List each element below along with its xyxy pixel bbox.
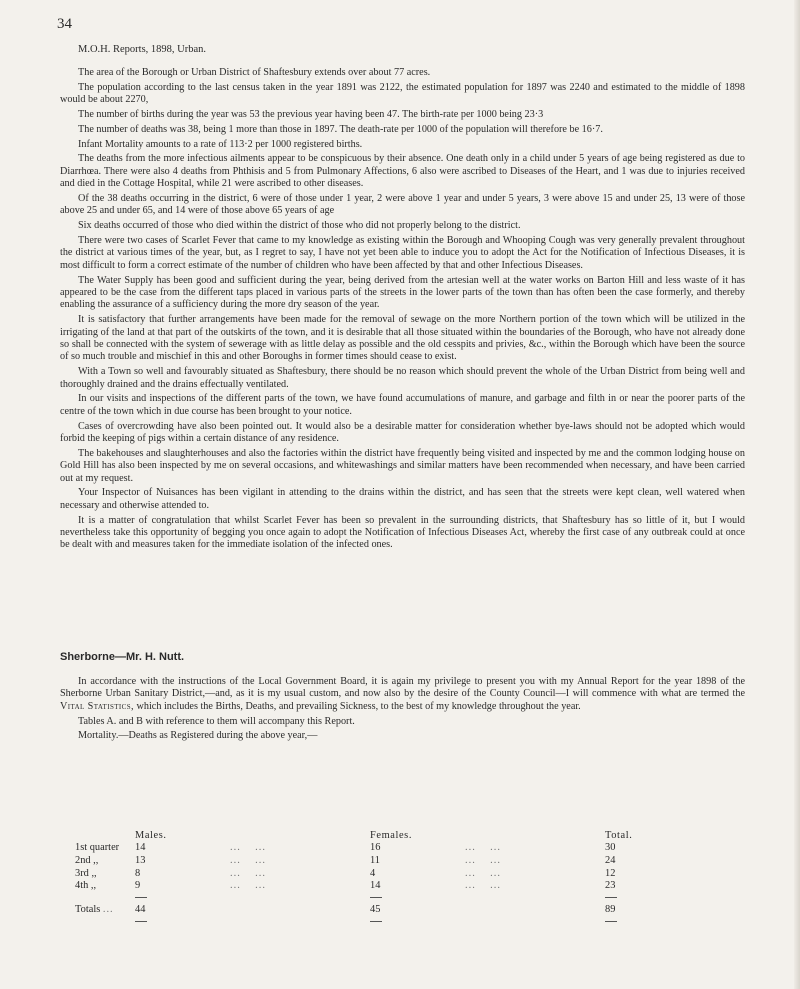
sum-rule xyxy=(605,921,617,922)
paragraph: Six deaths occurred of those who died within the district of those who did not properly belong to the district. xyxy=(78,220,521,232)
cell-total: 30 xyxy=(605,842,616,854)
total-males: 44 xyxy=(135,903,146,915)
paragraph: There were two cases of Scarlet Fever that came to my knowledge as existing within the Borough and Whooping Cough was very generally prevalent throughout the district at various times of the year, but, as I regret to say, I have not yet been able to induce you to adopt the Act for the Notification of Infectious Diseases, it is most difficult to form a correct estimate of the number of children who have been affected by that and other Infectious Diseases. xyxy=(60,235,745,271)
sherborne-intro xyxy=(60,676,745,713)
paragraph: Cases of overcrowding have also been pointed out. It would also be a desirable matter for consideration whether bye-laws should not be adopted which would forbid the keeping of pigs within a certain distance of any residence. xyxy=(60,420,745,445)
cell-females: 4 xyxy=(370,867,376,879)
header-total: Total. xyxy=(605,829,633,841)
paragraph: The population according to the last census taken in the year 1891 was 2122, the estimated population for 1897 was 2240 and estimated to the middle of 1898 would be about 2270, xyxy=(60,81,745,106)
page-edge-shadow xyxy=(794,0,800,989)
paragraph: Your Inspector of Nuisances has been vigilant in attending to the drains within the district, and has seen that the streets were kept clean, well watered when necessary and otherwise attended to. xyxy=(60,487,745,511)
total-all: 89 xyxy=(605,903,616,915)
header-males: Males. xyxy=(135,829,167,841)
paragraph: It is satisfactory that further arrangements have been made for the removal of sewage on the more Northern portion of the town which will be utilized in the irrigating of the land at that part of the outskirts of the town, and it is desirable that all those situated within the boundaries of the Borough, who have not already done so shall be connected with the system of sewerage with as little delay as possible and the old cesspits and privies, &c., within the Borough which have been the source of so much trouble and mischief in this and other Boroughs in former times should cease to exist. xyxy=(60,314,745,363)
row-label: 2nd ,, xyxy=(75,854,99,866)
cell-females: 11 xyxy=(370,854,381,866)
sum-rule xyxy=(370,897,382,898)
paragraph: The area of the Borough or Urban District of Shaftesbury extends over about 77 acres. xyxy=(78,67,431,78)
row-label: 4th ,, xyxy=(75,880,97,892)
sum-rule xyxy=(135,897,147,898)
mortality-table xyxy=(75,829,645,927)
cell-males: 8 xyxy=(135,867,141,879)
rule-row xyxy=(75,892,645,903)
cell-total: 23 xyxy=(605,880,616,892)
sherborne-heading: Sherborne—Mr. H. Nutt. xyxy=(60,651,185,663)
total-females: 45 xyxy=(370,903,381,915)
shaftesbury-section xyxy=(60,67,745,554)
intro-text-b: which includes the Births, Deaths, and prevailing Sickness, to the best of my knowledge throughout the year. xyxy=(136,700,581,712)
report-header: M.O.H. Reports, 1898, Urban. xyxy=(78,44,207,55)
paragraph: With a Town so well and favourably situated as Shaftesbury, there should be no reason which should prevent the whole of the Urban District from being well and thoroughly drained and the drains effectually ventilated. xyxy=(60,366,745,390)
sherborne-section xyxy=(60,676,745,745)
table-row xyxy=(75,854,645,867)
row-label: 1st quarter xyxy=(75,842,120,854)
cell-males: 13 xyxy=(135,854,146,866)
table-header-row xyxy=(75,829,645,842)
sum-rule xyxy=(135,921,147,922)
header-females: Females. xyxy=(370,829,413,841)
paragraph: The number of births during the year was 53 the previous year having been 47. The birth-rate per 1000 being 23·3 xyxy=(78,109,544,120)
tables-note: Tables A. and B with reference to them will accompany this Report. xyxy=(78,715,355,727)
cell-males: 14 xyxy=(135,842,146,854)
cell-total: 24 xyxy=(605,854,616,866)
mortality-heading: Mortality.—Deaths as Registered during the above year,— xyxy=(78,730,318,742)
paragraph: The number of deaths was 38, being 1 more than those in 1897. The death-rate per 1000 of the population will therefore be 16·7. xyxy=(78,123,603,135)
table-row xyxy=(75,879,645,892)
leader-dots: ... ... xyxy=(230,854,266,866)
leader-dots: ... ... xyxy=(230,880,266,892)
paragraph: Of the 38 deaths occurring in the district, 6 were of those under 1 year, 2 were above 1 year and under 5 years, 3 were above 15 and under 25, 13 were of those above 25 and under 65, and 14 were of those above 65 years of age xyxy=(60,193,745,217)
sum-rule xyxy=(605,897,617,898)
leader-dots: ... ... xyxy=(465,854,501,866)
cell-females: 16 xyxy=(370,842,381,854)
rule-row xyxy=(75,916,645,927)
leader-dots: ... ... xyxy=(230,867,266,879)
totals-row xyxy=(75,903,645,916)
paragraph: It is a matter of congratulation that whilst Scarlet Fever has been so prevalent in the surrounding districts, that Shaftesbury has so little of it, but I would nevertheless take this opportunity of begging you once again to adopt the Notification of Infectious Diseases Act, whereby the first case of any outbreak could at once be dealt with and measures taken for the immediate isolation of the infected ones. xyxy=(60,514,745,551)
leader-dots: ... ... xyxy=(465,880,501,892)
paragraph: In our visits and inspections of the different parts of the town, we have found accumulations of manure, and garbage and filth in or near the poorer parts of the centre of the town which in due course has been brought to your notice. xyxy=(60,393,745,417)
paragraph: The bakehouses and slaughterhouses and also the factories within the district have frequently being visited and inspected by me and the common lodging house on Gold Hill has also been inspected by me on several occasions, and whitewashings and similar matters have been recommended when necessary, and have been carried out at my request. xyxy=(60,447,745,484)
intro-text-a: In accordance with the instructions of the Local Government Board, it is again my privilege to present you with my Annual Report for the year 1898 of the Sherborne Urban Sanitary District,—and, as it is my usual custom, and now also by the desire of the County Council—I will commence with what are termed the xyxy=(60,676,745,700)
paragraph: The deaths from the more infectious ailments appear to be conspicuous by their absence. One death only in a child under 5 years of age being registered as due to Diarrhœa. There were also 4 deaths from Phthisis and 5 from Pulmonary Affections, 6 also were ascribed to Diseases of the Heart, and 1 was due to injuries received and died in the Cottage Hospital, while 21 were ascribed to other diseases. xyxy=(60,153,745,190)
page-number: 34 xyxy=(57,16,72,32)
leader-dots: ... ... xyxy=(230,842,266,854)
paragraph: The Water Supply has been good and sufficient during the year, being derived from the artesian well at the water works on Barton Hill and less waste of it has appeared to be the case from the different taps placed in various parts of the streets in the lower parts of the town than has often been the case formerly, and thereby enabling the assurance of a sufficiency during the more dry season of the year. xyxy=(60,274,745,311)
table-row xyxy=(75,867,645,880)
cell-females: 14 xyxy=(370,880,381,892)
table-row xyxy=(75,842,645,855)
paragraph: Infant Mortality amounts to a rate of 113·2 per 1000 registered births. xyxy=(78,138,363,150)
leader-dots: ... ... xyxy=(465,842,501,854)
totals-label: Totals ... xyxy=(75,903,114,915)
sum-rule xyxy=(370,921,382,922)
vital-statistics-term: Vital Statistics, xyxy=(60,700,134,712)
row-label: 3rd ,, xyxy=(75,867,97,879)
cell-total: 12 xyxy=(605,867,616,879)
cell-males: 9 xyxy=(135,880,141,892)
leader-dots: ... ... xyxy=(465,867,501,879)
